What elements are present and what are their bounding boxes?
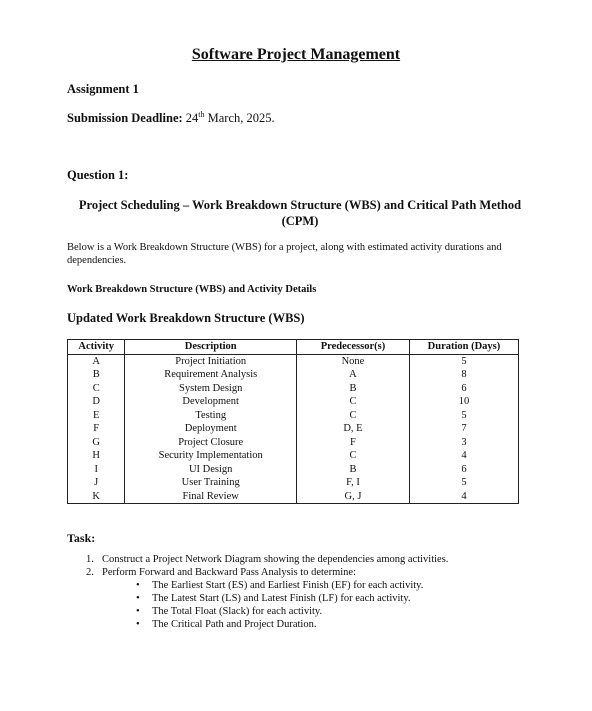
bullet-text: The Earliest Start (ES) and Earliest Finish (EF) for each activity. bbox=[152, 580, 424, 591]
bullet-list bbox=[102, 579, 546, 631]
cell-duration: 10 bbox=[409, 395, 518, 409]
table-row bbox=[68, 490, 519, 504]
cell-duration: 8 bbox=[409, 368, 518, 382]
cell-description: Deployment bbox=[125, 422, 297, 436]
cell-duration: 4 bbox=[409, 449, 518, 463]
wbs-detail-heading: Work Breakdown Structure (WBS) and Activity Details bbox=[67, 284, 317, 295]
updated-wbs-heading: Updated Work Breakdown Structure (WBS) bbox=[67, 311, 305, 325]
cell-activity: E bbox=[68, 409, 125, 423]
table-row bbox=[68, 436, 519, 450]
cell-activity: C bbox=[68, 382, 125, 396]
bullet-text: The Critical Path and Project Duration. bbox=[152, 619, 317, 630]
cell-activity: D bbox=[68, 395, 125, 409]
deadline-day: 24 bbox=[185, 111, 199, 126]
submission-deadline bbox=[67, 110, 275, 126]
cell-description: User Training bbox=[125, 476, 297, 490]
cell-description: Development bbox=[125, 395, 297, 409]
cell-activity: B bbox=[68, 368, 125, 382]
task-steps-list bbox=[86, 553, 546, 631]
table-row bbox=[68, 463, 519, 477]
table-row bbox=[68, 476, 519, 490]
bullet-item bbox=[136, 579, 546, 592]
bullet-item bbox=[136, 618, 546, 631]
question-heading: Project Scheduling – Work Breakdown Structure (WBS) and Critical Path Method (CPM) bbox=[78, 198, 522, 228]
list-item bbox=[86, 553, 546, 566]
cell-activity: F bbox=[68, 422, 125, 436]
step-text: Construct a Project Network Diagram showing the dependencies among activities. bbox=[102, 554, 449, 565]
cell-activity: K bbox=[68, 490, 125, 504]
header-duration: Duration (Days) bbox=[409, 340, 518, 355]
table-row bbox=[68, 395, 519, 409]
deadline-day-suffix: th bbox=[198, 110, 205, 119]
cell-description: UI Design bbox=[125, 463, 297, 477]
table-header-row bbox=[68, 340, 519, 355]
cell-predecessors: C bbox=[297, 449, 410, 463]
cell-duration: 5 bbox=[409, 354, 518, 368]
table-row bbox=[68, 422, 519, 436]
cell-predecessors: C bbox=[297, 395, 410, 409]
cell-predecessors: None bbox=[297, 354, 410, 368]
cell-predecessors: A bbox=[297, 368, 410, 382]
cell-activity: G bbox=[68, 436, 125, 450]
bullet-item bbox=[136, 605, 546, 618]
deadline-label: Submission Deadline: bbox=[67, 111, 183, 126]
cell-description: Testing bbox=[125, 409, 297, 423]
cell-predecessors: G, J bbox=[297, 490, 410, 504]
cell-predecessors: C bbox=[297, 409, 410, 423]
step-number: 2. bbox=[86, 567, 94, 578]
cell-predecessors: D, E bbox=[297, 422, 410, 436]
bullet-text: The Total Float (Slack) for each activity. bbox=[152, 606, 323, 617]
intro-paragraph: Below is a Work Breakdown Structure (WBS) for a project, along with estimated activity durations and dependencies. bbox=[67, 242, 502, 266]
cell-duration: 6 bbox=[409, 463, 518, 477]
document-title: Software Project Management bbox=[191, 46, 401, 63]
table-row bbox=[68, 354, 519, 368]
table-row bbox=[68, 368, 519, 382]
cell-activity: I bbox=[68, 463, 125, 477]
header-predecessors: Predecessor(s) bbox=[297, 340, 410, 355]
bullet-text: The Latest Start (LS) and Latest Finish (LF) for each activity. bbox=[152, 593, 411, 604]
cell-predecessors: B bbox=[297, 463, 410, 477]
header-activity: Activity bbox=[68, 340, 125, 355]
bullet-dot-icon: • bbox=[136, 619, 140, 630]
cell-duration: 5 bbox=[409, 476, 518, 490]
table-row bbox=[68, 449, 519, 463]
task-label: Task: bbox=[67, 531, 96, 545]
cell-description: Project Initiation bbox=[125, 354, 297, 368]
cell-duration: 5 bbox=[409, 409, 518, 423]
cell-predecessors: B bbox=[297, 382, 410, 396]
cell-predecessors: F bbox=[297, 436, 410, 450]
cell-duration: 7 bbox=[409, 422, 518, 436]
step-number: 1. bbox=[86, 554, 94, 565]
bullet-item bbox=[136, 592, 546, 605]
wbs-table bbox=[67, 339, 519, 504]
table-row bbox=[68, 382, 519, 396]
bullet-dot-icon: • bbox=[136, 606, 140, 617]
bullet-dot-icon: • bbox=[136, 593, 140, 604]
bullet-dot-icon: • bbox=[136, 580, 140, 591]
assignment-label: Assignment 1 bbox=[67, 82, 139, 96]
cell-duration: 4 bbox=[409, 490, 518, 504]
list-item bbox=[86, 566, 546, 631]
cell-description: Requirement Analysis bbox=[125, 368, 297, 382]
header-description: Description bbox=[125, 340, 297, 355]
cell-predecessors: F, I bbox=[297, 476, 410, 490]
cell-duration: 6 bbox=[409, 382, 518, 396]
cell-description: Final Review bbox=[125, 490, 297, 504]
cell-description: Project Closure bbox=[125, 436, 297, 450]
cell-description: Security Implementation bbox=[125, 449, 297, 463]
question-label: Question 1: bbox=[67, 168, 129, 182]
table-row bbox=[68, 409, 519, 423]
cell-description: System Design bbox=[125, 382, 297, 396]
cell-activity: H bbox=[68, 449, 125, 463]
step-text: Perform Forward and Backward Pass Analysis to determine: bbox=[102, 567, 356, 578]
cell-activity: A bbox=[68, 354, 125, 368]
deadline-rest: March, 2025. bbox=[207, 111, 275, 126]
cell-duration: 3 bbox=[409, 436, 518, 450]
cell-activity: J bbox=[68, 476, 125, 490]
